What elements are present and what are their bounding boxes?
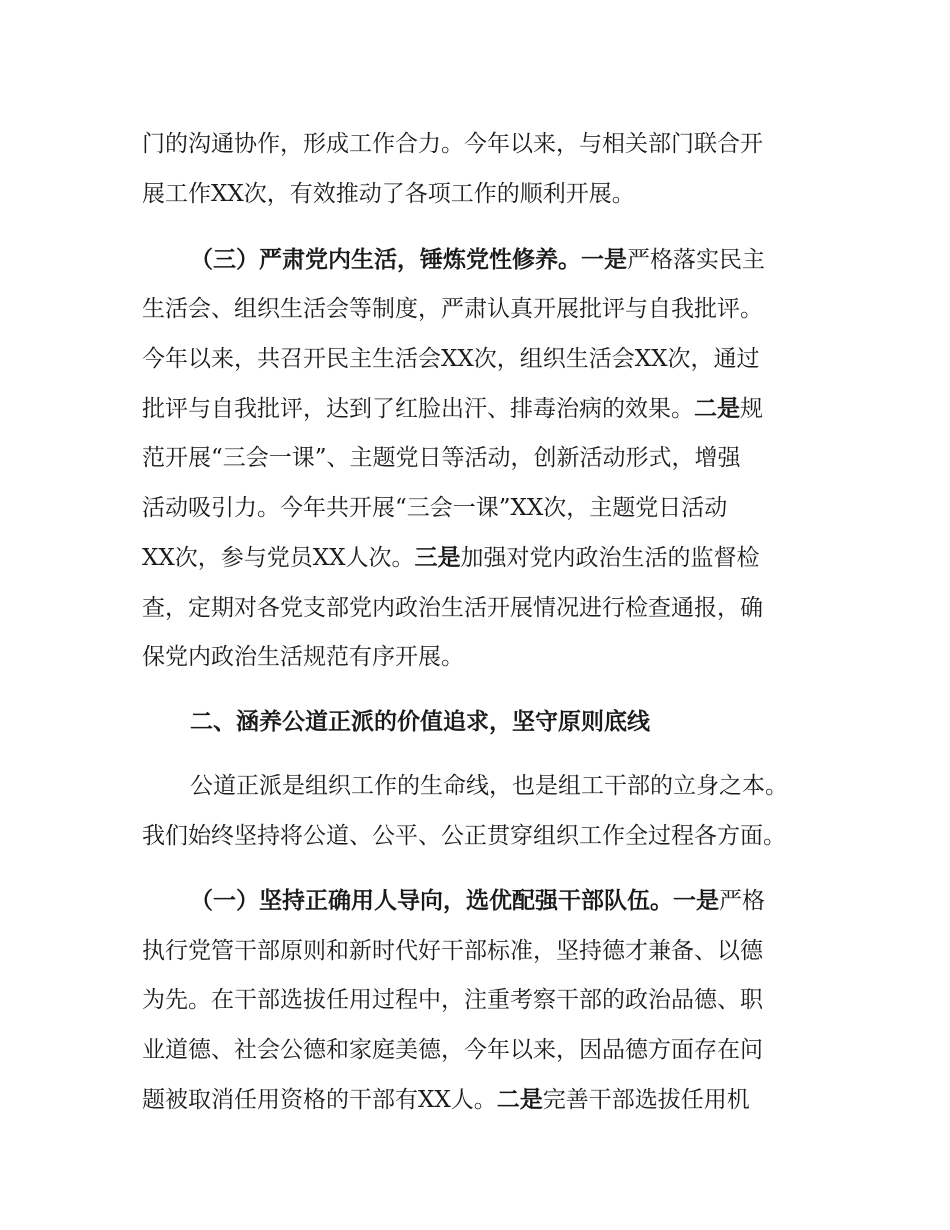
paragraph-line (142, 444, 741, 472)
text: 业道德、社会公德和家庭美德，今年以来，因品德方面存在问 (142, 1037, 763, 1063)
paragraph-line (142, 345, 760, 373)
paragraph-line (142, 1086, 750, 1114)
text: 保党内政治生活规范有序开展。 (142, 644, 464, 670)
paragraph-line (142, 643, 464, 671)
paragraph-line (190, 772, 788, 800)
text: 题被取消任用资格的干部有XX人。 (142, 1087, 497, 1113)
text: 查，定期对各党支部党内政治生活开展情况进行检查通报，确 (142, 595, 763, 621)
paragraph-line (142, 986, 763, 1014)
paragraph-line (142, 130, 763, 158)
lead-phrase: 一是 (581, 247, 627, 273)
lead-phrase: 三是 (414, 545, 461, 571)
text: 规 (740, 396, 763, 422)
text: 加强对党内政治生活的监督检 (460, 545, 760, 571)
text: 为先。在干部选拔任用过程中，注重考察干部的政治品德、职 (142, 987, 763, 1013)
paragraph-line (142, 937, 763, 965)
text: 门的沟通协作，形成工作合力。今年以来，与相关部门联合开 (142, 131, 763, 157)
text: 完善干部选拔任用机 (542, 1087, 750, 1113)
paragraph-line (190, 887, 765, 915)
lead-phrase: 二是 (694, 396, 740, 422)
paragraph-line (142, 822, 786, 850)
text: 活动吸引力。今年共开展“三会一课”XX次，主题党日活动 (142, 495, 728, 521)
paragraph-line (142, 395, 763, 423)
text: 严格 (719, 888, 765, 914)
text: 生活会、组织生活会等制度，严肃认真开展批评与自我批评。 (142, 296, 763, 322)
paragraph-line (142, 594, 763, 622)
text: 严格落实民主 (627, 247, 765, 273)
lead-phrase: 一是 (673, 888, 719, 914)
paragraph-line (142, 544, 760, 572)
paragraph-line (142, 180, 635, 208)
text: XX次，参与党员XX人次。 (142, 545, 415, 571)
lead-phrase: 二是 (496, 1087, 543, 1113)
text: 公道正派是组织工作的生命线，也是组工干部的立身之本。 (190, 773, 788, 799)
text: 批评与自我批评，达到了红脸出汗、排毒治病的效果。 (142, 396, 694, 422)
paragraph-line (142, 494, 727, 522)
section-title: 二、涵养公道正派的价值追求，坚守原则底线 (190, 709, 650, 735)
text: 今年以来，共召开民主生活会XX次，组织生活会XX次，通过 (142, 346, 760, 372)
paragraph-line (190, 246, 765, 274)
text: 展工作XX次，有效推动了各项工作的顺利开展。 (142, 181, 635, 207)
section-heading (190, 708, 650, 736)
subsection-heading: （一）坚持正确用人导向，选优配强干部队伍。 (190, 888, 673, 914)
paragraph-line (142, 295, 763, 323)
text: 范开展“三会一课”、主题党日等活动，创新活动形式，增强 (142, 445, 741, 471)
paragraph-line (142, 1036, 763, 1064)
subsection-heading: （三）严肃党内生活，锤炼党性修养。 (190, 247, 581, 273)
text: 我们始终坚持将公道、公平、公正贯穿组织工作全过程各方面。 (142, 823, 786, 849)
text: 执行党管干部原则和新时代好干部标准，坚持德才兼备、以德 (142, 938, 763, 964)
